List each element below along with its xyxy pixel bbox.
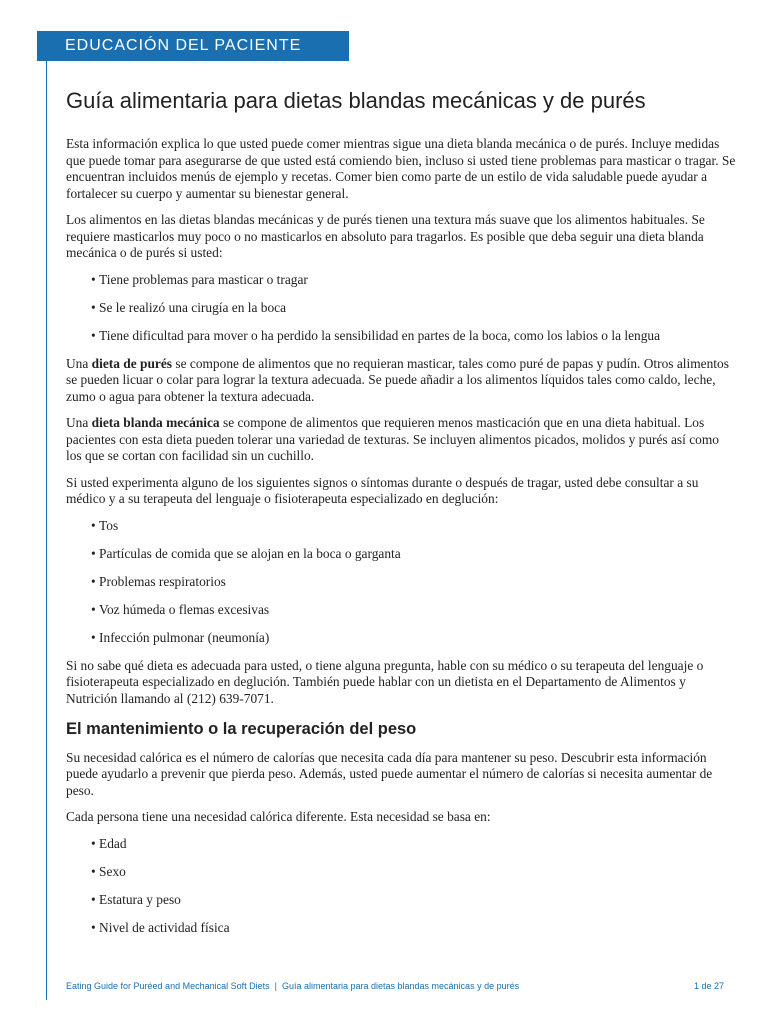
list-item: • Nivel de actividad física <box>91 920 736 937</box>
puree-diet-term: dieta de purés <box>91 355 173 371</box>
list-item: • Estatura y peso <box>91 892 736 909</box>
list-item: • Partículas de comida que se alojan en la boca o garganta <box>91 546 736 563</box>
list-item: • Voz húmeda o flemas excesivas <box>91 602 736 619</box>
list-item: • Edad <box>91 836 736 853</box>
list-item: • Tos <box>91 518 736 535</box>
symptoms-list <box>66 518 736 647</box>
section-heading: El mantenimiento o la recuperación del peso <box>66 720 417 738</box>
intro-paragraph: Esta información explica lo que usted puede comer mientras sigue una dieta blanda mecánica o de purés. Incluye medidas que puede tomar para asegurarse de que usted está comiendo bien, incluso si usted tiene problemas para masticar o tragar. Se encuentran incluidos menús de ejemplo y recetas. Comer bien como parte de un estilo de vida saludable puede ayudar a fortalecer su cuerpo y aumentar su bienestar general. <box>66 136 736 201</box>
soft-prefix: Una <box>66 415 92 430</box>
puree-diet-paragraph <box>66 356 736 406</box>
page-title: Guía alimentaria para dietas blandas mecánicas y de purés <box>66 88 646 113</box>
calorie-paragraph: Su necesidad calórica es el número de calorías que necesita cada día para mantener su peso. Descubrir esta información puede ayudarlo a prevenir que pierda peso. Además, usted puede aumentar el número de calorías si necesita aumentar de peso. <box>66 749 713 798</box>
puree-prefix: Una <box>66 355 92 371</box>
page-number: 1 de 27 <box>693 981 724 991</box>
list-item: • Tiene problemas para masticar o tragar <box>91 272 736 289</box>
soft-diet-paragraph <box>66 415 736 465</box>
soft-diet-term: dieta blanda mecánica <box>91 415 220 430</box>
page-footer <box>66 981 724 991</box>
reasons-list <box>66 272 736 345</box>
footer-title: Eating Guide for Puréed and Mechanical Soft Diets | Guía alimentaria para dietas blandas mecánicas y de purés <box>66 981 520 991</box>
puree-description: se compone de alimentos que no requieran masticar, tales como puré de papas y pudín. Otros alimentos se pueden licuar o colar para lograr la textura adecuada. Se puede añadir a los alimentos líquidos tales como caldo, leche, zumo o agua para obtener la textura adecuada. <box>66 355 729 404</box>
list-item: • Se le realizó una cirugía en la boca <box>91 300 736 317</box>
soft-description: se compone de alimentos que requieren menos masticación que en una dieta habitual. Los pacientes con esta dieta pueden tolerar una variedad de texturas. Se incluyen alimentos picados, molidos y purés así como los que se cortan con facilidad sin un cuchillo. <box>66 415 719 463</box>
document-body <box>66 136 736 948</box>
list-item: • Infección pulmonar (neumonía) <box>91 630 736 647</box>
margin-rule <box>46 60 47 1000</box>
list-item: • Sexo <box>91 864 736 881</box>
symptoms-intro-paragraph: Si usted experimenta alguno de los siguientes signos o síntomas durante o después de tragar, usted debe consultar a su médico y a su terapeuta del lenguaje o fisioterapeuta especializado en deglución: <box>66 474 699 506</box>
contact-paragraph: Si no sabe qué dieta es adecuada para usted, o tiene alguna pregunta, hable con su médico o su terapeuta del lenguaje o fisioterapeuta especializado en deglución. También puede hablar con un dietista en el Departamento de Alimentos y Nutrición llamando al (212) 639-7071. <box>66 657 704 706</box>
texture-paragraph: Los alimentos en las dietas blandas mecánicas y de purés tienen una textura más suave que los alimentos habituales. Se requiere masticarlos muy poco o no masticarlos en absoluto para tragarlos. Es posible que deba seguir una dieta blanda mecánica o de purés si usted: <box>66 212 705 260</box>
header-band: EDUCACIÓN DEL PACIENTE <box>37 31 349 61</box>
list-item: • Tiene dificultad para mover o ha perdido la sensibilidad en partes de la boca, como los labios o la lengua <box>91 328 736 345</box>
factors-list <box>66 836 736 937</box>
factors-intro-paragraph: Cada persona tiene una necesidad calórica diferente. Esta necesidad se basa en: <box>66 809 491 824</box>
list-item: • Problemas respiratorios <box>91 574 736 591</box>
